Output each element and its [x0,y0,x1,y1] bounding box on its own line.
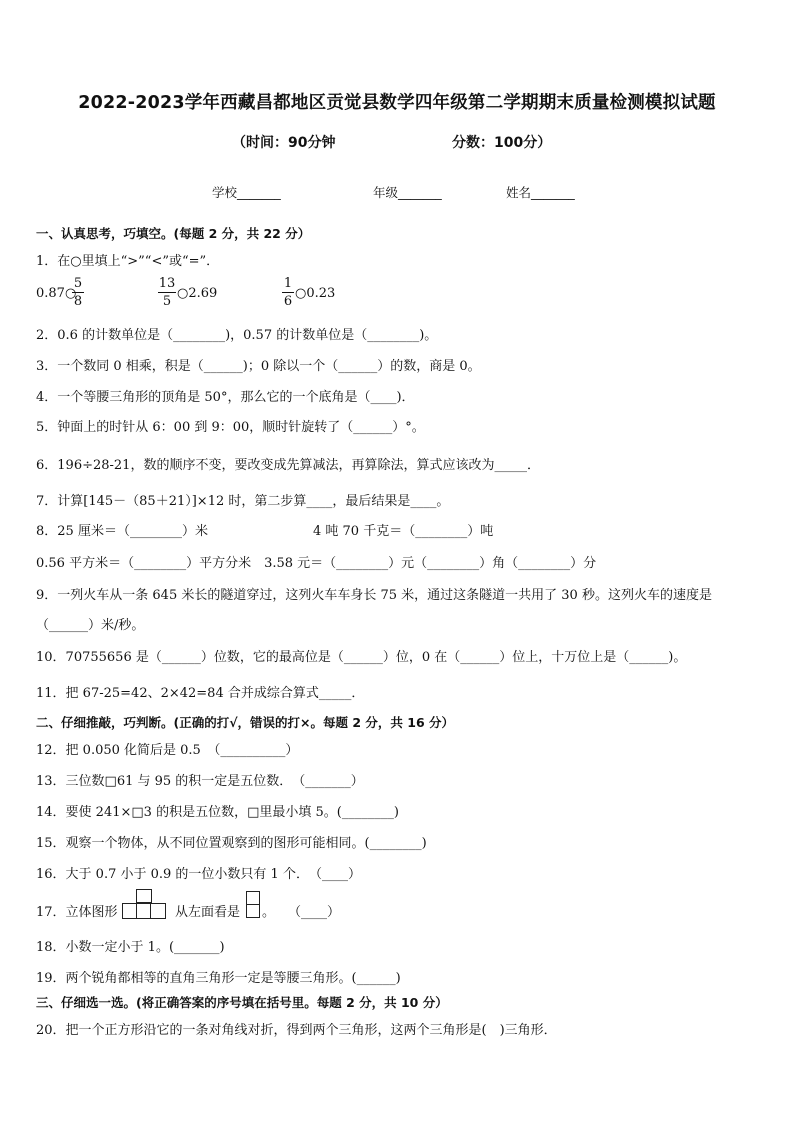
question-6: 6．196÷28-21，数的顺序不变，要改变成先算减法，再算除法，算式应该改为_____． [36,458,540,473]
question-18: 18．小数一定小于 1。(_______) [36,940,225,955]
q1-c-right: ○0.23 [295,286,336,301]
q1-c-fraction [282,276,294,309]
exam-score: 分数：100分） [452,135,552,151]
question-17-view: 从左面看是 [175,905,241,920]
question-8-c: 0.56 平方米＝（________）平方分米 3.58 元＝（________）元（________）角（________）分 [36,556,597,571]
question-4: 4．一个等腰三角形的顶角是 50°，那么它的一个底角是（____)． [36,390,415,405]
question-12: 12．把 0.050 化简后是 0.5 （__________） [36,743,299,758]
question-2: 2．0.6 的计数单位是（________)，0.57 的计数单位是（________)。 [36,328,438,343]
question-1: 1．在○里填上“>”“<”或“=”． [36,254,220,269]
q1-c-numerator: 1 [283,276,293,291]
q1-b-fraction [158,276,176,309]
question-10: 10．70755656 是（______）位数，它的最高位是（______）位，0 在（______）位上，十万位上是（______)。 [36,650,687,665]
question-9-line-1: 9．一列火车从一条 645 米长的隧道穿过，这列火车车身长 75 米，通过这条隧道一共用了 30 秒。这列火车的速度是 [36,588,712,603]
page-title: 2022-2023学年西藏昌都地区贡觉县数学四年级第二学期期末质量检测模拟试题 [78,93,716,113]
q1-a-left: 0.87○ [36,286,77,301]
question-5: 5．钟面上的时针从 6：00 到 9：00，顺时针旋转了（______）°。 [36,420,425,435]
name-field: 姓名_______ [506,185,575,200]
question-17-label: 17．立体图形 [36,905,118,920]
solid-figure-icon [120,887,174,923]
grade-field: 年级_______ [373,185,442,200]
question-7: 7．计算[145－（85＋21）]×12 时，第二步算____，最后结果是____。 [36,494,450,509]
q1-a-fraction [72,276,84,309]
question-13: 13．三位数□61 与 95 的积一定是五位数． （_______） [36,774,364,789]
section-3-title: 三、仔细选一选。(将正确答案的序号填在括号里。每题 2 分，共 10 分） [36,995,448,1010]
question-19: 19．两个锐角都相等的直角三角形一定是等腰三角形。(______) [36,971,401,986]
question-3: 3．一个数同 0 相乘，积是（______)；0 除以一个（______）的数，商是 0。 [36,359,481,374]
q1-b-numerator: 13 [158,276,176,291]
exam-time: （时间：90分钟 [232,135,336,151]
question-14: 14．要使 241×□3 的积是五位数，□里最小填 5。(________) [36,805,399,820]
section-1-title: 一、认真思考，巧填空。(每题 2 分，共 22 分） [36,226,311,241]
question-16: 16．大于 0.7 小于 0.9 的一位小数只有 1 个． （____） [36,867,361,882]
question-9-line-2: （______）米/秒。 [36,618,145,633]
question-8-a: 8．25 厘米＝（________）米 [36,524,208,539]
section-2-title: 二、仔细推敲，巧判断。(正确的打√，错误的打×。每题 2 分，共 16 分） [36,715,455,730]
q1-a-denominator: 8 [73,294,83,309]
school-field: 学校_______ [212,185,281,200]
question-11: 11．把 67-25=42、2×42=84 合并成综合算式_____． [36,686,365,701]
left-view-icon [246,891,260,919]
question-15: 15．观察一个物体，从不同位置观察到的图形可能相同。(________) [36,836,427,851]
question-20: 20．把一个正方形沿它的一条对角线对折，得到两个三角形，这两个三角形是( )三角形． [36,1023,557,1038]
question-8-b: 4 吨 70 千克＝（________）吨 [313,524,494,539]
q1-b-denominator: 5 [162,294,172,309]
q1-c-denominator: 6 [283,294,293,309]
q1-a-numerator: 5 [73,276,83,291]
question-17-answer: 。 （____） [262,905,341,920]
q1-b-right: ○2.69 [177,286,218,301]
